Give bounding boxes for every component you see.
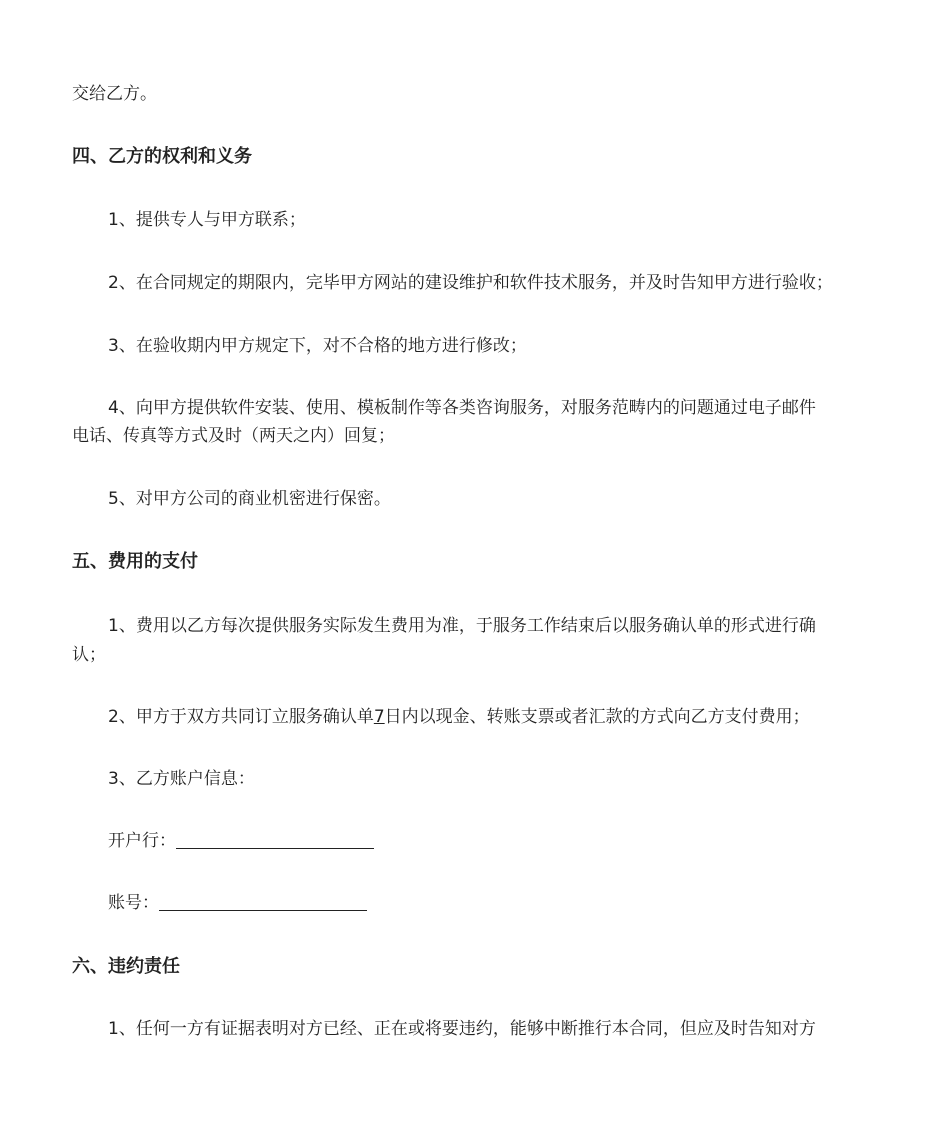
section4-item-5: 5、对甲方公司的商业机密进行保密。: [108, 489, 391, 509]
section5-item-1-line1: 1、费用以乙方每次提供服务实际发生费用为准，于服务工作结束后以服务确认单的形式进行确: [108, 616, 816, 636]
section5-item-3: 3、乙方账户信息：: [108, 769, 255, 789]
section5-item-2: [108, 702, 880, 732]
paragraph-intro-tail: 交给乙方。: [72, 84, 157, 104]
section5-item-1-line2: 认；: [72, 645, 106, 665]
account-line: [108, 888, 880, 918]
section4-item-4-line1: 4、向甲方提供软件安装、使用、模板制作等各类咨询服务，对服务范畴内的问题通过电子邮件: [108, 398, 816, 418]
account-label: 账号：: [108, 893, 159, 913]
section5-item-2-before: 2、甲方于双方共同订立服务确认单: [108, 707, 374, 727]
bank-blank-line: [176, 828, 374, 849]
section-heading-6: 六、违约责任: [72, 956, 180, 977]
section-heading-5: 五、费用的支付: [72, 551, 198, 572]
section-heading-4: 四、乙方的权利和义务: [72, 146, 252, 167]
section4-item-4-line2: 电话、传真等方式及时（两天之内）回复；: [72, 426, 395, 446]
section5-item-2-days: 7: [373, 707, 385, 727]
section6-item-1: 1、任何一方有证据表明对方已经、正在或将要违约，能够中断推行本合同，但应及时告知对方: [108, 1019, 816, 1039]
account-blank-line: [159, 890, 367, 911]
section4-item-2: 2、在合同规定的期限内，完毕甲方网站的建设维护和软件技术服务，并及时告知甲方进行验收；: [108, 273, 833, 293]
section4-item-3: 3、在验收期内甲方规定下，对不合格的地方进行修改；: [108, 336, 527, 356]
section4-item-1: 1、提供专人与甲方联系；: [108, 210, 306, 230]
bank-label: 开户行：: [108, 831, 176, 851]
section5-item-2-after: 日内以现金、转账支票或者汇款的方式向乙方支付费用；: [384, 707, 810, 727]
bank-line: [108, 826, 880, 856]
